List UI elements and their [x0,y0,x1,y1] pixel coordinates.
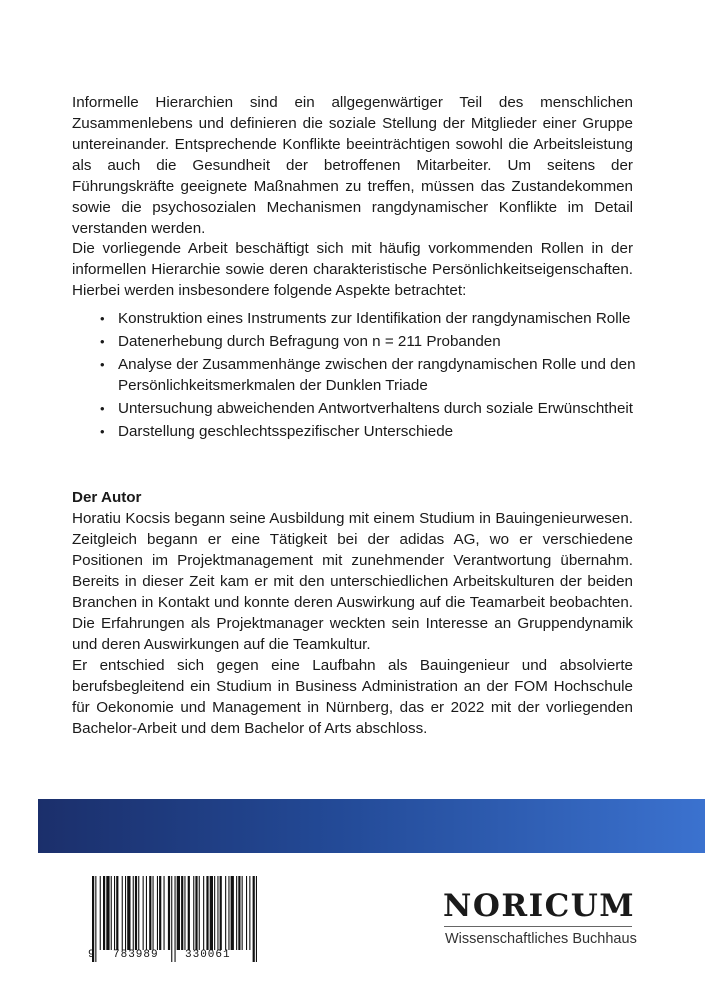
barcode-bar [203,876,204,950]
barcode-bar [199,876,200,950]
barcode-bar [168,876,170,950]
list-item: • Datenerhebung durch Befragung von n = 211 Probanden [100,331,640,352]
barcode-bar [138,876,139,950]
barcode-bar [127,876,130,950]
barcode-bar [143,876,144,950]
publisher-name: NORICUM [443,888,636,924]
barcode-bar [246,876,247,950]
barcode-bar [159,876,161,950]
barcode-bar [195,876,197,950]
barcode-bar [106,876,109,950]
barcode-bar [175,876,176,962]
barcode-digits-right: 330061 [185,949,231,961]
author-text-2: Er entschied sich gegen eine Laufbahn als Bauingenieur und absolvierte berufsbegleitend ein Studium in Business Administration an der FOM Hochschule für Oekonomie und Management in Nürnberg, das er 2022 mit der vorliegenden Bachelor-Arbeit und dem Bachelor of Arts abschloss. [72,657,633,737]
barcode-bar [231,876,234,950]
list-item: • Konstruktion eines Instruments zur Identifikation der rangdynamischen Rolle [100,308,640,329]
barcode-bar [253,876,255,962]
intro-text: Informelle Hierarchien sind ein allgegenwärtiger Teil des menschlichen Zusammenlebens und definieren die soziale Stellung der Mitglieder einer Gruppe untereinander. Entsprechende Konflikte beeinträchtigen sowohl die Arbeitsleistung als auch die Gesundheit der betroffenen Mitarbeiter. Um seitens der Führungskräfte geeignete Maßnahmen zu treffen, müssen das Zustandekommen sowie die psychosozialen Mechanismen rangdynamischer Konflikte im Detail verstanden werden. [72,94,633,237]
barcode-bar [149,876,151,950]
barcode-bar [210,876,213,950]
author-paragraph-2 [72,655,633,739]
barcode-bar [95,876,96,962]
barcode-digit-first: 9 [88,949,95,961]
barcode-bar [181,876,183,950]
barcode-bar [188,876,190,950]
barcode-bar [214,876,215,950]
barcode-bar [228,876,229,950]
barcode-bar [193,876,194,950]
barcode-bar [220,876,222,950]
barcode-bar [171,876,172,962]
list-item: • Untersuchung abweichenden Antwortverhaltens durch soziale Erwünschtheit [100,398,640,419]
barcode-bar [177,876,180,950]
author-paragraph-1 [72,508,633,655]
barcode-bar [157,876,158,950]
barcode-bar [103,876,105,950]
barcode-bar [153,876,154,950]
blue-band [38,799,705,853]
barcode-bar [122,876,123,950]
study-text: Die vorliegende Arbeit beschäftigt sich mit häufig vorkommenden Rollen in der informellen Hierarchie sowie deren charakteristische Persönlichkeitseigenschaften. Hierbei werden insbesondere folgende Aspekte betrachtet: [72,240,633,299]
barcode-bar [114,876,115,950]
barcode-bar [100,876,101,950]
barcode-bar [184,876,185,950]
barcode-bar [146,876,147,950]
intro-paragraph [72,92,633,239]
study-paragraph [72,238,633,301]
barcode-bar [125,876,126,950]
author-text-1: Horatiu Kocsis begann seine Ausbildung mit einem Studium in Bauingenieurwesen. Zeitgleich begann er eine Tätigkeit bei der adidas AG, wo er verschiedene Positionen im Projektmanagement mit zunehmender Verantwortung übernahm. Bereits in dieser Zeit kam er mit den unterschiedlichen Arbeitskulturen der beiden Branchen in Kontakt und konnte deren Auswirkung auf die Teamarbeit beobachten. Die Erfahrungen als Projektmanager weckten sein Interesse an Gruppendynamik und deren Auswirkungen auf die Teamkultur. [72,510,633,653]
barcode-bar [238,876,240,950]
barcode-bar [256,876,257,962]
list-item: • Analyse der Zusammenhänge zwischen der rangdynamischen Rolle und den Persönlichkeitsmerkmalen der Dunklen Triade [100,354,640,396]
publisher-divider [444,926,632,927]
aspects-list [100,308,640,444]
barcode-bar [116,876,118,950]
barcode-bar [135,876,137,950]
publisher-tagline: Wissenschaftliches Buchhaus [445,931,637,947]
barcode-bar [111,876,112,950]
barcode-bar [225,876,226,950]
barcode-bar [206,876,208,950]
barcode-bar [249,876,250,950]
barcode-bar [217,876,218,950]
barcode-bar [164,876,165,950]
barcode-bar [242,876,243,950]
publisher-logo [443,888,643,947]
author-heading: Der Autor [72,489,142,506]
barcode-bar [133,876,134,950]
barcode-digits-left: 783989 [113,949,159,961]
barcode-bar [236,876,237,950]
list-item: • Darstellung geschlechtsspezifischer Unterschiede [100,421,640,442]
